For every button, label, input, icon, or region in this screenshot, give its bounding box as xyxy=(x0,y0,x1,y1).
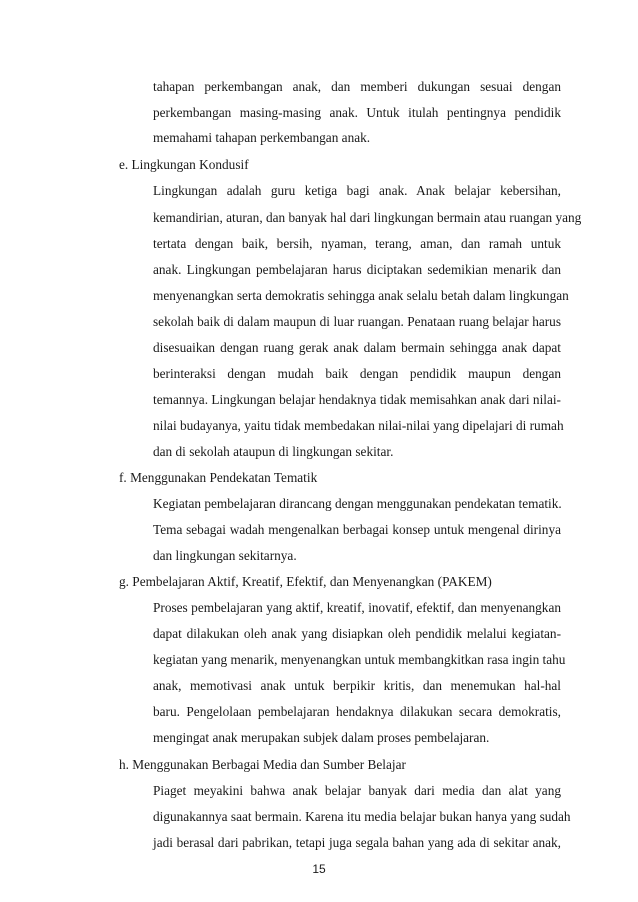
section-heading: f. Menggunakan Pendekatan Tematik xyxy=(119,470,318,485)
section-heading: g. Pembelajaran Aktif, Kreatif, Efektif, dan Menyenangkan (PAKEM) xyxy=(119,574,492,589)
paragraph-line: Piaget meyakini bahwa anak belajar banyak dari media dan alat yang xyxy=(153,783,561,798)
paragraph-line: nilai budayanya, yaitu tidak membedakan nilai-nilai yang dipelajari di rumah xyxy=(153,418,564,433)
paragraph-line: kegiatan yang menarik, menyenangkan untuk membangkitkan rasa ingin tahu xyxy=(153,652,566,667)
paragraph-line: berinteraksi dengan mudah baik dengan pendidik maupun dengan xyxy=(153,366,561,381)
paragraph-line: tahapan perkembangan anak, dan memberi dukungan sesuai dengan xyxy=(153,79,561,94)
paragraph-line: dan lingkungan sekitarnya. xyxy=(153,548,297,563)
paragraph-line: mengingat anak merupakan subjek dalam proses pembelajaran. xyxy=(153,730,490,745)
paragraph-line: Proses pembelajaran yang aktif, kreatif, inovatif, efektif, dan menyenangkan xyxy=(153,600,561,615)
paragraph-line: perkembangan masing-masing anak. Untuk itulah pentingnya pendidik xyxy=(153,105,561,120)
paragraph-line: Tema sebagai wadah mengenalkan berbagai konsep untuk mengenal dirinya xyxy=(153,522,561,537)
page-number: 15 xyxy=(312,862,326,876)
paragraph-line: baru. Pengelolaan pembelajaran hendaknya dilakukan secara demokratis, xyxy=(153,704,561,719)
paragraph-line: digunakannya saat bermain. Karena itu media belajar bukan hanya yang sudah xyxy=(153,809,571,824)
section-heading: e. Lingkungan Kondusif xyxy=(119,157,249,172)
paragraph-line: dapat dilakukan oleh anak yang disiapkan oleh pendidik melalui kegiatan- xyxy=(153,626,561,641)
paragraph-line: Lingkungan adalah guru ketiga bagi anak. Anak belajar kebersihan, xyxy=(153,183,561,198)
paragraph-line: temannya. Lingkungan belajar hendaknya tidak memisahkan anak dari nilai- xyxy=(153,392,561,407)
paragraph-line: Kegiatan pembelajaran dirancang dengan menggunakan pendekatan tematik. xyxy=(153,496,562,511)
paragraph-line: anak. Lingkungan pembelajaran harus diciptakan sedemikian menarik dan xyxy=(153,262,561,277)
paragraph-line: jadi berasal dari pabrikan, tetapi juga segala bahan yang ada di sekitar anak, xyxy=(153,835,561,850)
section-heading: h. Menggunakan Berbagai Media dan Sumber Belajar xyxy=(119,757,406,772)
paragraph-line: sekolah baik di dalam maupun di luar ruangan. Penataan ruang belajar harus xyxy=(153,314,561,329)
paragraph-line: dan di sekolah ataupun di lingkungan sekitar. xyxy=(153,444,394,459)
paragraph-line: tertata dengan baik, bersih, nyaman, terang, aman, dan ramah untuk xyxy=(153,236,561,251)
paragraph-line: anak, memotivasi anak untuk berpikir kritis, dan menemukan hal-hal xyxy=(153,678,561,693)
paragraph-line: menyenangkan serta demokratis sehingga anak selalu betah dalam lingkungan xyxy=(153,288,569,303)
paragraph-line: disesuaikan dengan ruang gerak anak dalam bermain sehingga anak dapat xyxy=(153,340,561,355)
paragraph-line: memahami tahapan perkembangan anak. xyxy=(153,130,371,145)
paragraph-line: kemandirian, aturan, dan banyak hal dari lingkungan bermain atau ruangan yang xyxy=(153,210,582,225)
